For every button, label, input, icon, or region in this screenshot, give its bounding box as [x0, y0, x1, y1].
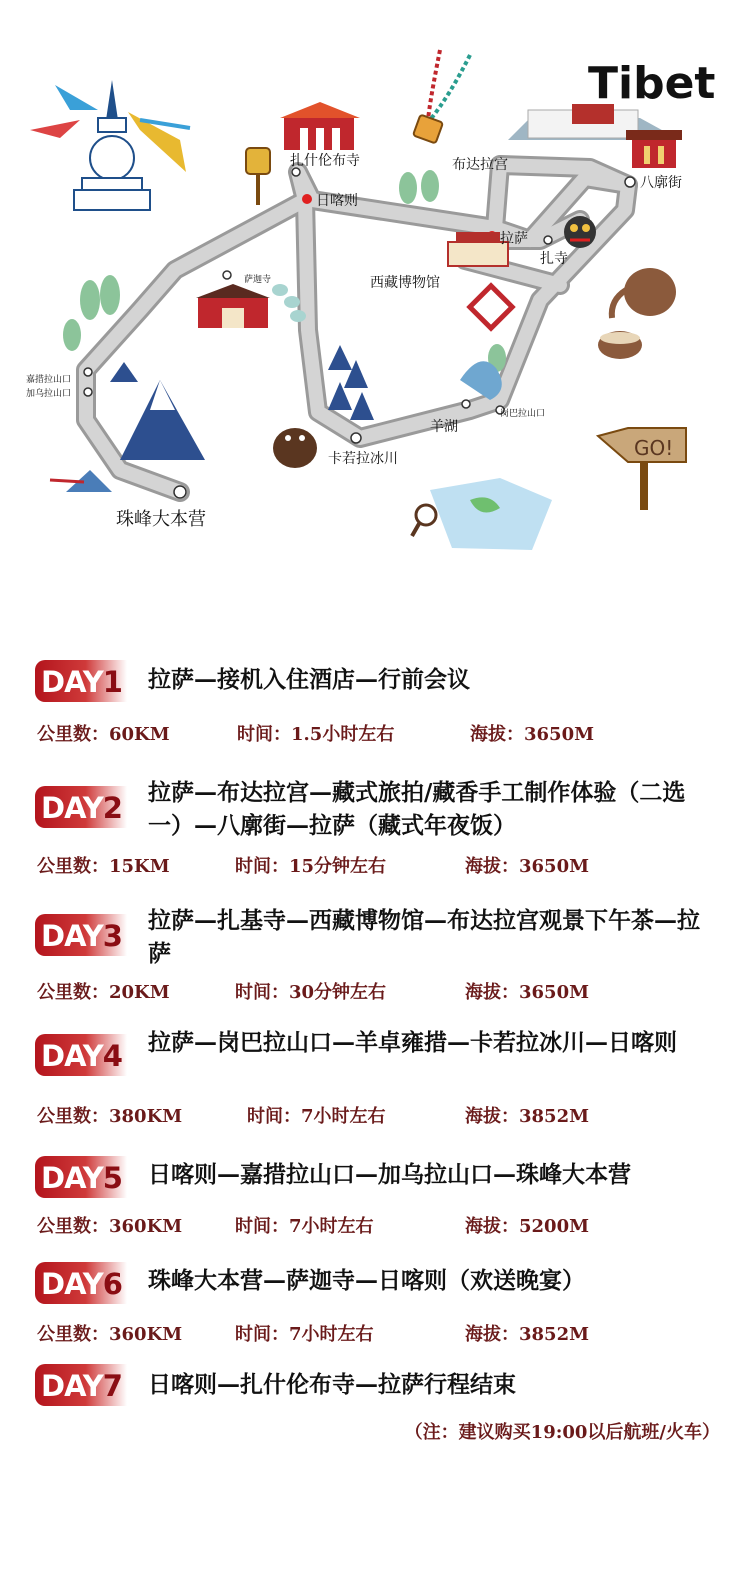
distance: 公里数：360KM: [37, 1216, 183, 1237]
distance: 公里数：20KM: [37, 982, 170, 1003]
day-route: 拉萨—扎基寺—西藏博物馆—布达拉宫观景下午茶—拉萨: [148, 907, 700, 967]
glacier-pine-trees-icon: [328, 345, 374, 420]
altitude: 海拔：3650M: [465, 856, 590, 877]
distance: 公里数：380KM: [37, 1106, 183, 1127]
label-barkhor: 八廓街: [640, 175, 682, 191]
stupa-icon: [30, 80, 190, 210]
museum-building-icon: [448, 232, 508, 266]
teapot-icon: [598, 268, 676, 359]
tent-icon: [50, 470, 112, 492]
tibetan-mask-icon: [564, 216, 596, 248]
duration: 时间：7小时左右: [235, 1324, 374, 1345]
label-lhasa: 拉萨: [500, 231, 528, 247]
altitude: 海拔：3650M: [470, 724, 595, 745]
label-sakya: 萨迦寺: [244, 275, 272, 285]
travel-note: （注：建议购买19:00以后航班/火车）: [404, 1422, 720, 1443]
day-route: 珠峰大本营—萨迦寺—日喀则（欢送晚宴）: [148, 1267, 585, 1294]
label-potala: 布达拉宫: [452, 157, 508, 173]
jokhang-temple-icon: [626, 130, 682, 168]
distance: 公里数：360KM: [37, 1324, 183, 1345]
day-badge: DAY2: [35, 786, 127, 828]
magnifier-icon: [412, 505, 436, 536]
duration: 时间：15分钟左右: [235, 856, 387, 877]
label-yamdrok: 羊湖: [430, 419, 458, 435]
label-shigatse: 日喀则: [316, 193, 358, 209]
label-tibet-museum: 西藏博物馆: [370, 275, 440, 291]
day-route: 日喀则—扎什伦布寺—拉萨行程结束: [148, 1371, 516, 1398]
snow-mountain-left-icon: [110, 362, 205, 460]
duration: 时间：7小时左右: [235, 1216, 374, 1237]
altitude: 海拔：5200M: [465, 1216, 590, 1237]
altitude: 海拔：3852M: [465, 1324, 590, 1345]
distance: 公里数：15KM: [37, 856, 170, 877]
label-gyatso-la: 嘉措拉山口: [26, 375, 72, 385]
paper-map-icon: [430, 478, 552, 550]
tashilhunpo-temple-icon: [280, 102, 360, 150]
day-route: 日喀则—嘉措拉山口—加乌拉山口—珠峰大本营: [148, 1161, 631, 1188]
day-badge: DAY4: [35, 1034, 127, 1076]
prayer-wheel-icon: [246, 148, 270, 205]
endless-knot-icon: [470, 286, 512, 328]
duration: 时间：7小时左右: [247, 1106, 386, 1127]
necklace-icon: [413, 50, 470, 143]
label-tashilhunpo: 扎什伦布寺: [290, 153, 360, 169]
altitude: 海拔：3650M: [465, 982, 590, 1003]
day-route: 拉萨—布达拉宫—藏式旅拍/藏香手工制作体验（二选一）—八廓街—拉萨（藏式年夜饭）: [148, 779, 686, 839]
label-karola-glacier: 卡若拉冰川: [328, 451, 398, 467]
distance: 公里数：60KM: [37, 724, 170, 745]
label-gawu-la: 加乌拉山口: [26, 389, 72, 399]
label-everest-base-camp: 珠峰大本营: [116, 509, 206, 530]
sakya-monastery-icon: [196, 284, 270, 328]
day-route: 拉萨—接机入住酒店—行前会议: [148, 666, 470, 693]
label-kamba-la: 岗巴拉山口: [500, 409, 546, 419]
duration: 时间：30分钟左右: [235, 982, 387, 1003]
duration: 时间：1.5小时左右: [237, 724, 395, 745]
day-route: 拉萨—岗巴拉山口—羊卓雍措—卡若拉冰川—日喀则: [148, 1029, 677, 1056]
day-badge: DAY5: [35, 1156, 127, 1198]
tibet-route-map: [0, 0, 750, 620]
day-badge: DAY1: [35, 660, 127, 702]
day-badge: DAY7: [35, 1364, 127, 1406]
day-badge: DAY3: [35, 914, 127, 956]
go-sign-text: GO!: [634, 436, 674, 460]
altitude: 海拔：3852M: [465, 1106, 590, 1127]
map-title: Tibet: [588, 58, 716, 109]
day-badge: DAY6: [35, 1262, 127, 1304]
label-zhaji: 扎寺: [540, 251, 568, 267]
tibetan-mastiff-icon: [273, 428, 317, 468]
